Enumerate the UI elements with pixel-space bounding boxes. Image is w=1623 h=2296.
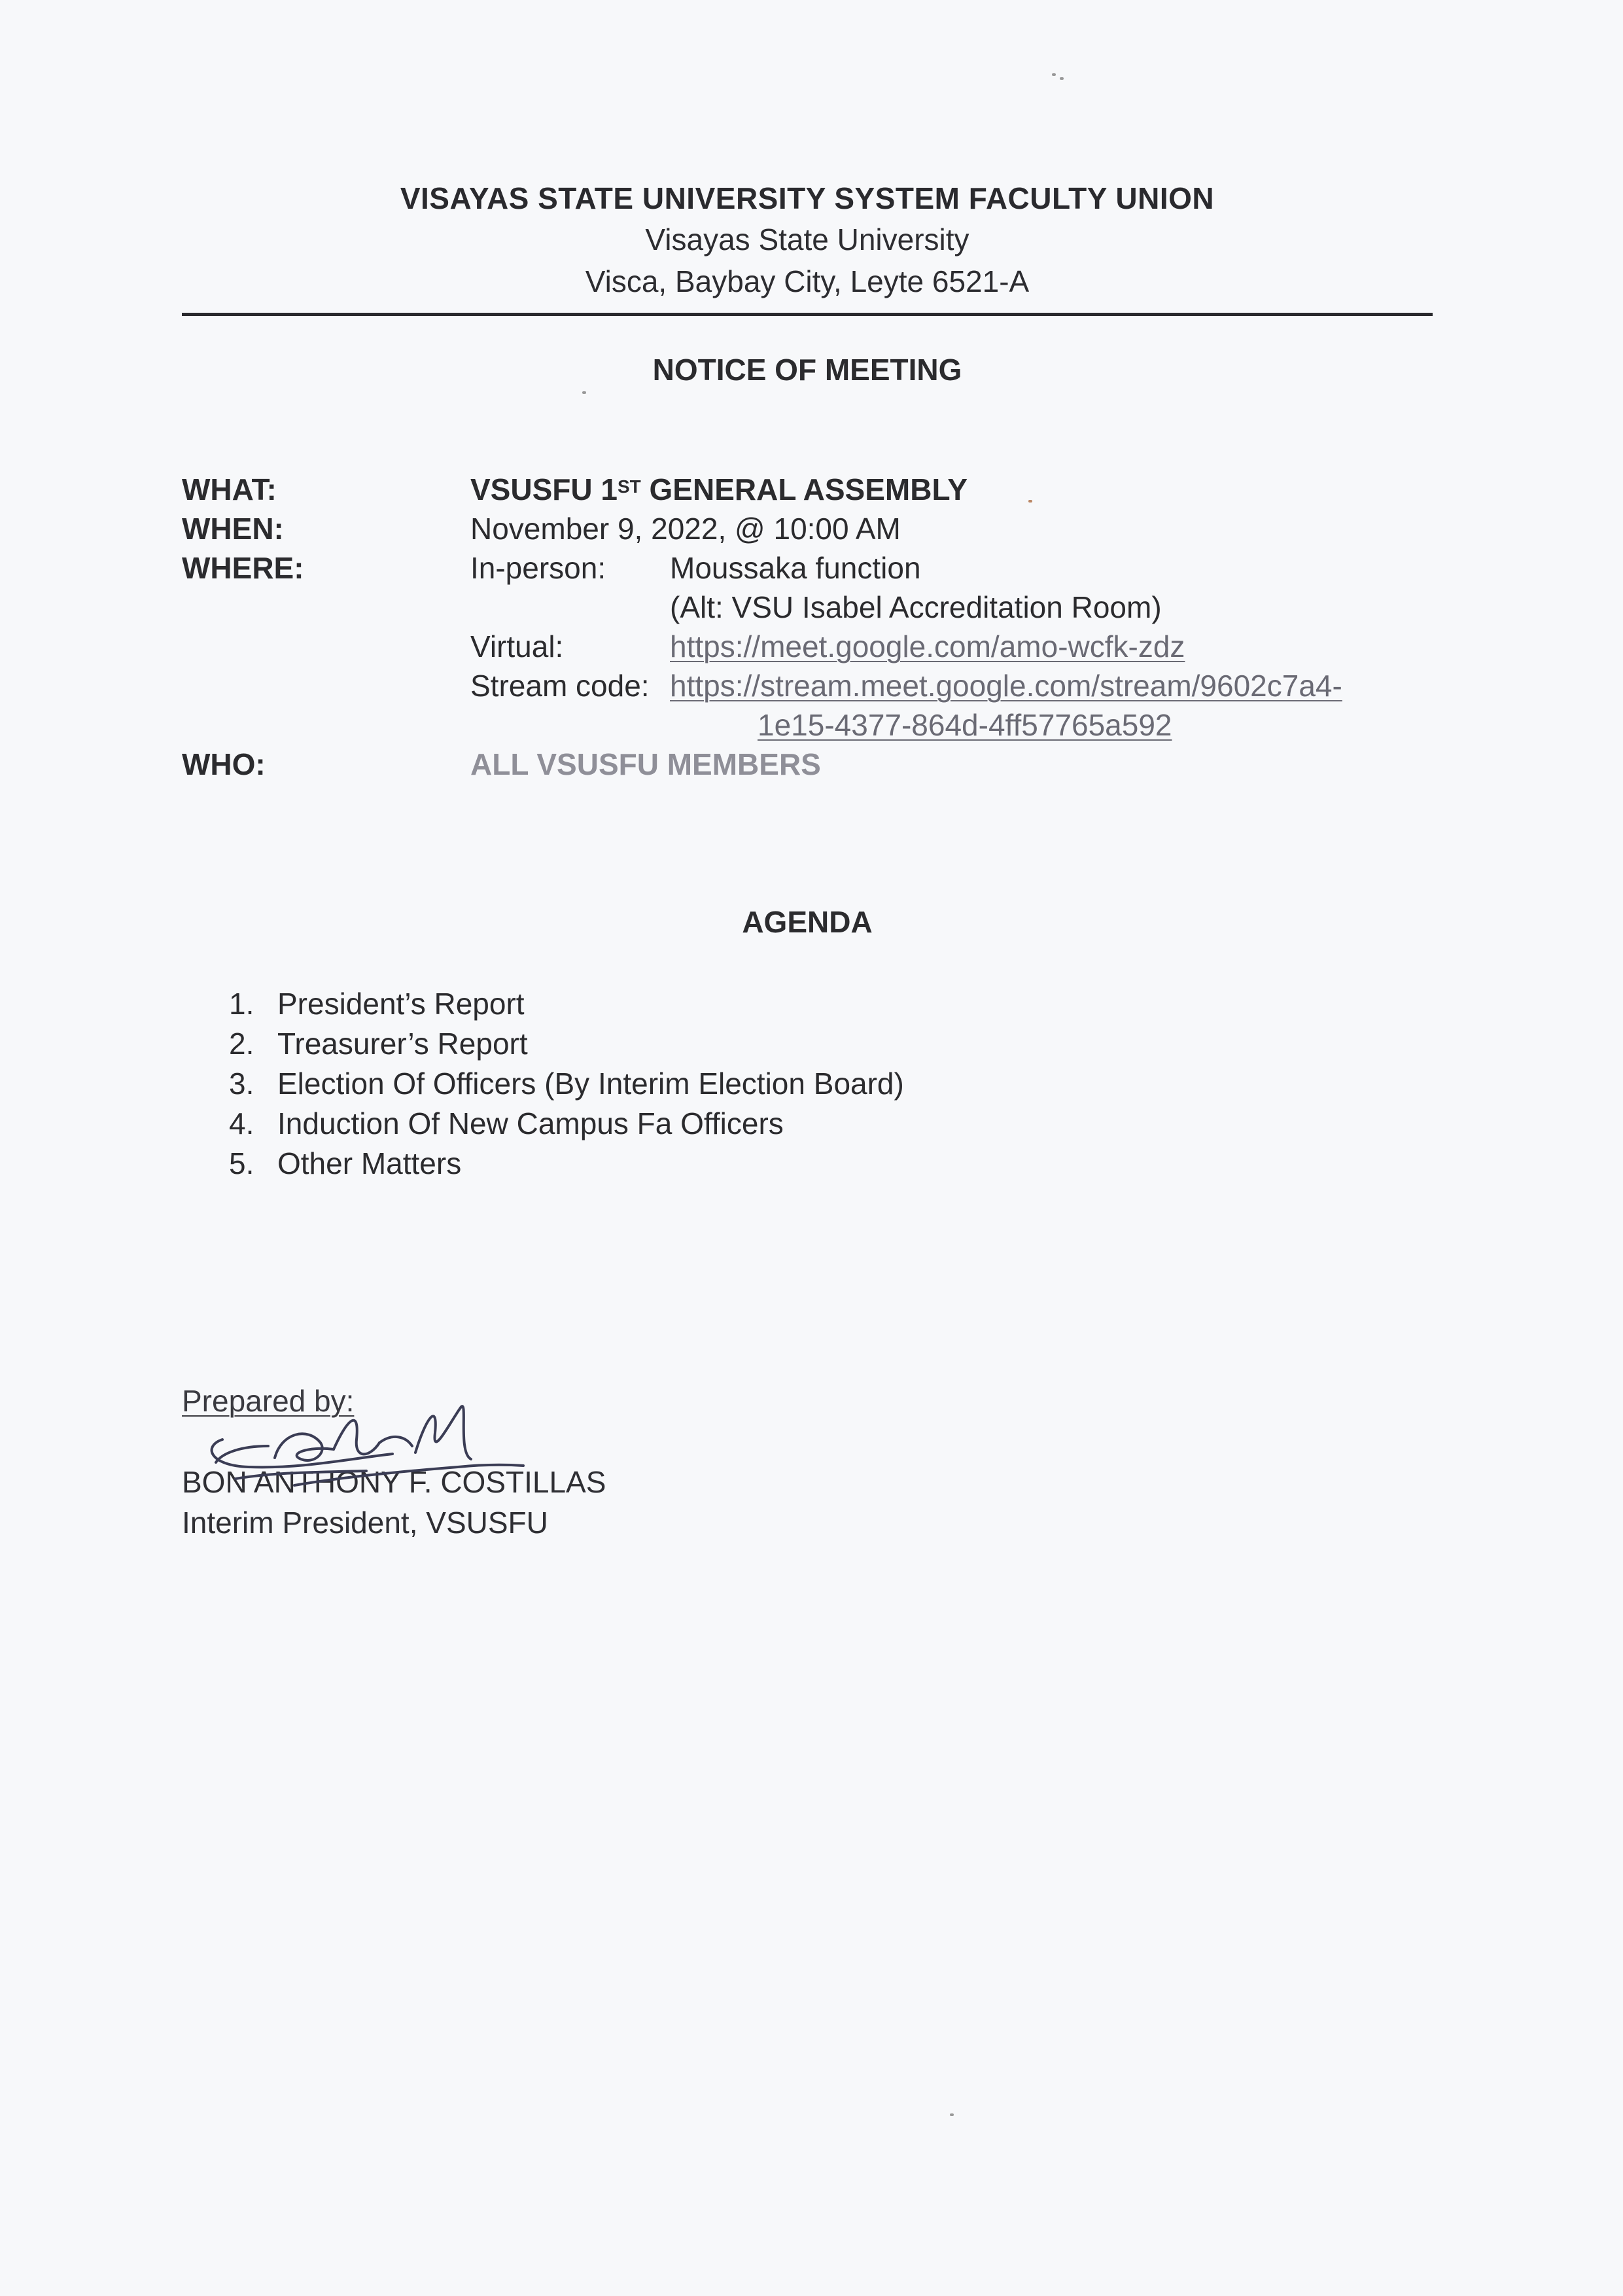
what-ordinal: ST — [617, 476, 641, 497]
agenda-item-text: Election Of Officers (By Interim Election Board) — [277, 1067, 904, 1101]
virtual-label: Virtual: — [470, 629, 564, 663]
agenda-title: AGENDA — [742, 905, 873, 939]
agenda-item — [229, 1144, 904, 1184]
in-person-label: In-person: — [470, 551, 606, 585]
agenda-item — [229, 1024, 904, 1064]
stream-link[interactable]: https://stream.meet.google.com/stream/9602c7a4- — [670, 669, 1342, 703]
who-value: ALL VSUSFU MEMBERS — [470, 747, 821, 781]
when-label: WHEN: — [182, 512, 284, 546]
when-row — [182, 509, 1457, 548]
agenda-item-text: President’s Report — [277, 987, 525, 1021]
where-label: WHERE: — [182, 551, 304, 585]
scan-speck — [582, 391, 586, 394]
letterhead-divider — [182, 313, 1433, 316]
agenda-item — [229, 1104, 904, 1144]
agenda-list — [229, 984, 904, 1184]
in-person-alt-row — [182, 588, 1457, 627]
agenda-item — [229, 984, 904, 1024]
agenda-item-number: 3. — [229, 1067, 254, 1101]
university-name: Visayas State University — [645, 222, 969, 256]
stream-link-continued[interactable]: 1e15-4377-864d-4ff57765a592 — [758, 708, 1172, 742]
who-row — [182, 745, 1457, 784]
stream-row-continued — [182, 705, 1457, 745]
in-person-alt: (Alt: VSU Isabel Accreditation Room) — [670, 590, 1162, 624]
handwritten-signature — [196, 1381, 536, 1498]
what-suffix: GENERAL ASSEMBLY — [640, 472, 968, 506]
scan-speck — [950, 2113, 954, 2116]
virtual-row — [182, 627, 1457, 666]
meeting-details — [182, 470, 1457, 784]
agenda-item-number: 4. — [229, 1106, 254, 1140]
scan-speck — [1060, 77, 1064, 80]
agenda-item-number: 5. — [229, 1146, 254, 1180]
stream-row — [182, 666, 1457, 705]
what-value — [470, 470, 968, 509]
letterhead — [182, 178, 1433, 302]
scan-speck — [1052, 73, 1056, 76]
prepared-by-label: Prepared by: — [182, 1384, 355, 1418]
in-person-value: Moussaka function — [670, 551, 921, 585]
scan-speck — [1028, 500, 1032, 503]
where-row — [182, 548, 1457, 588]
stream-label: Stream code: — [470, 669, 650, 703]
agenda-item — [229, 1064, 904, 1104]
agenda-item-number: 2. — [229, 1027, 254, 1061]
virtual-link[interactable]: https://meet.google.com/amo-wcfk-zdz — [670, 629, 1185, 663]
notice-title: NOTICE OF MEETING — [652, 353, 962, 387]
address: Visca, Baybay City, Leyte 6521-A — [585, 264, 1030, 298]
who-label: WHO: — [182, 747, 266, 781]
signatory-title: Interim President, VSUSFU — [182, 1506, 548, 1540]
what-label: WHAT: — [182, 472, 277, 506]
agenda-item-text: Treasurer’s Report — [277, 1027, 528, 1061]
what-row — [182, 470, 1457, 509]
agenda-item-text: Other Matters — [277, 1146, 462, 1180]
agenda-item-text: Induction Of New Campus Fa Officers — [277, 1106, 784, 1140]
when-value: November 9, 2022, @ 10:00 AM — [470, 512, 901, 546]
agenda-item-number: 1. — [229, 987, 254, 1021]
signatory-name: BON ANTHONY F. COSTILLAS — [182, 1465, 606, 1499]
what-prefix: VSUSFU 1 — [470, 472, 618, 506]
organization-name: VISAYAS STATE UNIVERSITY SYSTEM FACULTY UNION — [400, 181, 1215, 215]
